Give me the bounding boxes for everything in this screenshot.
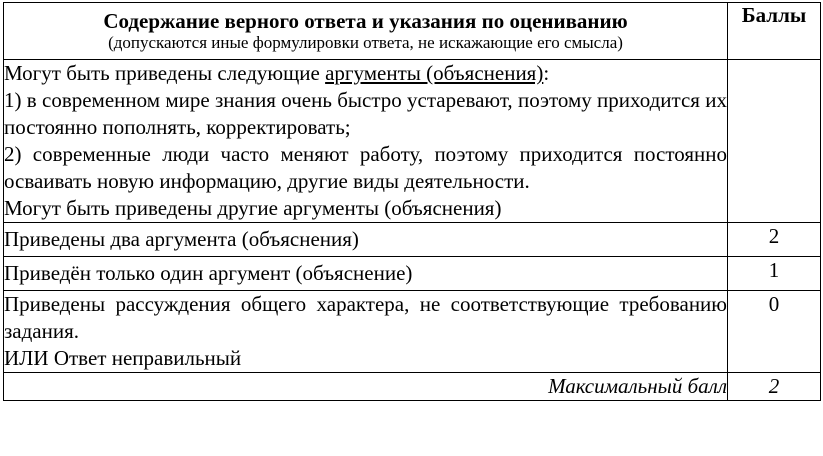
header-subtitle: (допускаются иные формулировки ответа, не искажающие его смысла) xyxy=(108,33,623,52)
criterion-text-cell xyxy=(4,291,728,373)
criterion-score: 0 xyxy=(728,291,821,373)
grading-table xyxy=(3,2,821,401)
criterion-score: 2 xyxy=(728,223,821,257)
max-score-value: 2 xyxy=(728,373,821,401)
answer-score-cell xyxy=(728,60,821,223)
answer-row xyxy=(4,60,821,223)
header-row xyxy=(4,3,821,60)
answer-argument-2: 2) современные люди часто меняют работу, поэтому приходится постоянно осваивать новую информацию, другие виды деятельности. xyxy=(4,142,727,193)
header-score-column: Баллы xyxy=(728,3,821,60)
criterion-text-cell xyxy=(4,257,728,291)
header-content-cell xyxy=(4,3,728,60)
criterion-row xyxy=(4,291,821,373)
criterion-row xyxy=(4,223,821,257)
answer-intro-suffix: : xyxy=(543,61,550,85)
criterion-text: Приведены два аргумента (объяснения) xyxy=(4,227,359,251)
answer-intro xyxy=(4,60,727,87)
criterion-text-alt: ИЛИ Ответ неправильный xyxy=(4,346,242,370)
answer-content-cell xyxy=(4,60,728,223)
max-score-label: Максимальный балл xyxy=(4,373,728,401)
answer-other-arguments: Могут быть приведены другие аргументы (объяснения) xyxy=(4,196,502,220)
header-title: Содержание верного ответа и указания по оцениванию xyxy=(103,9,628,33)
criterion-row xyxy=(4,257,821,291)
criterion-score: 1 xyxy=(728,257,821,291)
criterion-text-cell xyxy=(4,223,728,257)
answer-intro-prefix: Могут быть приведены следующие xyxy=(4,61,326,85)
answer-intro-underlined: аргументы (объяснения) xyxy=(325,61,544,85)
answer-argument-1: 1) в современном мире знания очень быстро устаревают, поэтому приходится их постоянно пополнять, корректировать; xyxy=(4,88,727,139)
criterion-text: Приведены рассуждения общего характера, не соответствующие требованию задания. xyxy=(4,292,727,343)
criterion-text: Приведён только один аргумент (объяснение) xyxy=(4,261,413,285)
max-score-row xyxy=(4,373,821,401)
